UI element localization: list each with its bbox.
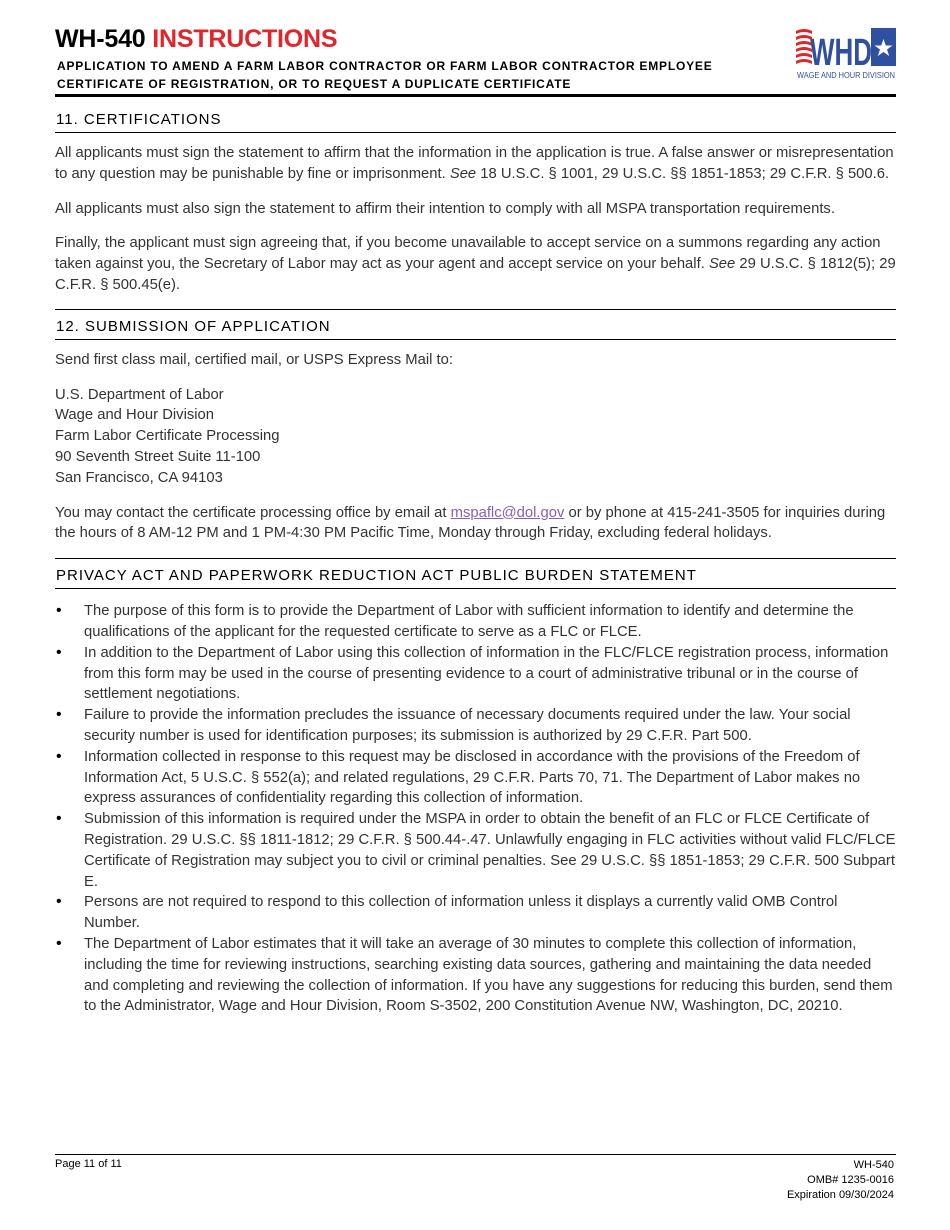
privacy-bullet: • Persons are not required to respond to this collection of information unless it displays a currently valid OMB Control Number. xyxy=(55,892,896,934)
instructions-word: INSTRUCTIONS xyxy=(152,25,338,53)
section-12-body xyxy=(55,340,896,544)
privacy-bullet: • Failure to provide the information precludes the issuance of necessary documents required under the law. Your social security number is used for identification purposes; its submission is authorized by 29 C.F.R. Part 500. xyxy=(55,705,896,747)
certifications-paragraph-3: Finally, the applicant must sign agreeing that, if you become unavailable to accept service on a summons regarding any action taken against you, the Secretary of Labor may act as your agent and accept service on your behalf. See 29 U.S.C. § 1812(5); 29 C.F.R. § 500.45(e). xyxy=(55,235,896,293)
address-line: 90 Seventh Street Suite 11-100 xyxy=(55,448,261,465)
footer-expiration: Expiration 09/30/2024 xyxy=(786,1189,894,1201)
address-line: U.S. Department of Labor xyxy=(55,386,224,403)
page-subtitle xyxy=(57,57,713,93)
contact-email-link[interactable]: mspaflc@dol.gov xyxy=(450,504,565,521)
page-footer xyxy=(55,1154,896,1201)
certifications-paragraph-1: All applicants must sign the statement to affirm that the information in the application is true. A false answer or misrepresentation to any question may be punishable by fine or imprisonment. See 18 U.S.C. § 1001, 29 U.S.C. §§ 1851-1853; 29 C.F.R. § 500.6. xyxy=(55,145,894,182)
logo-text: WHD xyxy=(810,32,872,74)
privacy-bullet: • The purpose of this form is to provide the Department of Labor with sufficient information to identify and determine the qualifications of the applicant for the requested certificate to serve as a FLC or FLCE. xyxy=(55,601,896,643)
privacy-bullet: • The Department of Labor estimates that it will take an average of 30 minutes to complete this collection of information, including the time for reviewing instructions, searching existing data sources, gathering and maintaining the data needed and completing and reviewing the collection of information. If you have any suggestions for reducing this burden, send them to the Administrator, Wage and Hour Division, Room S-3502, 200 Constitution Avenue NW, Washington, DC, 20210. xyxy=(55,934,896,1017)
mailing-address xyxy=(55,385,896,489)
document-header xyxy=(55,0,896,97)
address-line: San Francisco, CA 94103 xyxy=(55,469,223,486)
subtitle-line-2: CERTIFICATE OF REGISTRATION, OR TO REQUEST A DUPLICATE CERTIFICATE xyxy=(57,77,572,91)
privacy-bullet: • Submission of this information is required under the MSPA in order to obtain the benefit of an FLC or FLCE Certificate of Registration. 29 U.S.C. §§ 1811-1812; 29 C.F.R. § 500.44-.47. Unlawfully engaging in FLC activities without valid FLC/FLCE Certificate of Registration may subject you to civil or criminal penalties. See 29 U.S.C. §§ 1851-1853; 29 C.F.R. 500 Subpart E. xyxy=(55,809,896,892)
footer-omb-number: OMB# 1235-0016 xyxy=(807,1174,894,1186)
section-12-heading: 12. SUBMISSION OF APPLICATION xyxy=(55,309,896,340)
document-page xyxy=(55,0,896,1017)
privacy-bullet: • In addition to the Department of Labor using this collection of information in the FLC/FLCE registration process, information from this form may be used in the course of presenting evidence to a court of administrative tribunal or in the course of settlement negotiations. xyxy=(55,643,896,705)
address-line: Farm Labor Certificate Processing xyxy=(55,428,280,445)
contact-paragraph: You may contact the certificate processing office by email at mspaflc@dol.gov or by phone at 415-241-3505 for inquiries during the hours of 8 AM-12 PM and 1 PM-4:30 PM Pacific Time, Monday through Friday, excluding federal holidays. xyxy=(55,504,886,542)
logo-caption: WAGE AND HOUR DIVISION xyxy=(797,71,896,80)
section-11-body xyxy=(55,133,896,296)
whd-logo xyxy=(796,25,896,81)
privacy-bullet: • Information collected in response to this request may be disclosed in accordance with the provisions of the Freedom of Information Act, 5 U.S.C. § 552(a); and related regulations, 29 C.F.R. Parts 70, 71. The Department of Labor makes no express assurances of confidentiality regarding this collection of information. xyxy=(55,747,896,809)
subtitle-line-1: APPLICATION TO AMEND A FARM LABOR CONTRACTOR OR FARM LABOR CONTRACTOR EMPLOYEE xyxy=(57,59,713,73)
footer-form-number: WH-540 xyxy=(853,1159,894,1171)
address-line: Wage and Hour Division xyxy=(55,407,215,424)
page-number: Page 11 of 11 xyxy=(55,1158,122,1170)
section-11-heading: 11. CERTIFICATIONS xyxy=(55,103,896,133)
privacy-heading: PRIVACY ACT AND PAPERWORK REDUCTION ACT PUBLIC BURDEN STATEMENT xyxy=(55,558,896,589)
page-title xyxy=(55,25,337,54)
form-info xyxy=(787,1158,894,1203)
privacy-bullet-list xyxy=(55,601,896,1017)
form-number: WH-540 xyxy=(55,25,146,53)
certifications-paragraph-2: All applicants must also sign the statement to affirm their intention to comply with all MSPA transportation requirements. xyxy=(55,200,835,217)
submission-intro: Send first class mail, certified mail, or USPS Express Mail to: xyxy=(55,351,453,368)
